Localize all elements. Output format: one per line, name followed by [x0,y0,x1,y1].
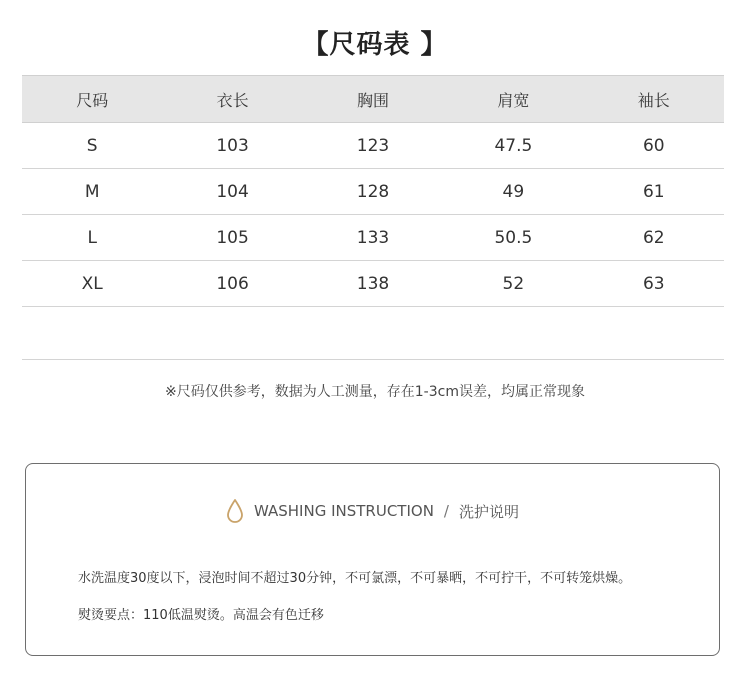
cell-size: XL [22,261,162,307]
cell-chest: 123 [303,123,443,169]
table-row-empty [22,307,724,360]
water-drop-icon [226,498,244,524]
cell-length: 103 [162,123,302,169]
page-title: 【尺码表 】 [302,30,448,60]
washing-instruction-line: 水洗温度30度以下，浸泡时间不超过30分钟，不可氯漂，不可暴晒，不可拧干，不可转笼烘燥。 [78,571,632,586]
cell-length: 105 [162,215,302,261]
table-row [22,261,724,307]
table-row [22,215,724,261]
header-chest: 胸围 [303,76,443,123]
cell-sleeve: 61 [584,169,724,215]
size-disclaimer-note: ※尺码仅供参考，数据为人工测量，存在1-3cm误差，均属正常现象 [165,384,585,400]
cell-size: M [22,169,162,215]
table-row [22,169,724,215]
cell-size: S [22,123,162,169]
header-size: 尺码 [22,76,162,123]
cell-shoulder: 49 [443,169,583,215]
cell-shoulder: 52 [443,261,583,307]
washing-title-cn: 洗护说明 [458,502,519,521]
cell-sleeve: 60 [584,123,724,169]
cell-length: 106 [162,261,302,307]
header-length: 衣长 [162,76,302,123]
ironing-instruction-line: 熨烫要点：110低温熨烫。高温会有色迁移 [78,608,324,623]
cell-size: L [22,215,162,261]
washing-title-en: WASHING INSTRUCTION [253,502,434,520]
washing-heading [26,498,719,524]
washing-instruction-box [25,463,720,656]
cell-shoulder: 50.5 [443,215,583,261]
washing-title-separator: / [443,502,449,520]
cell-sleeve: 62 [584,215,724,261]
cell-chest: 138 [303,261,443,307]
table-header-row [22,76,724,123]
cell-shoulder: 47.5 [443,123,583,169]
size-chart-table [22,75,724,360]
cell-sleeve: 63 [584,261,724,307]
cell-chest: 128 [303,169,443,215]
cell-length: 104 [162,169,302,215]
header-sleeve: 袖长 [584,76,724,123]
header-shoulder: 肩宽 [443,76,583,123]
cell-chest: 133 [303,215,443,261]
table-row [22,123,724,169]
